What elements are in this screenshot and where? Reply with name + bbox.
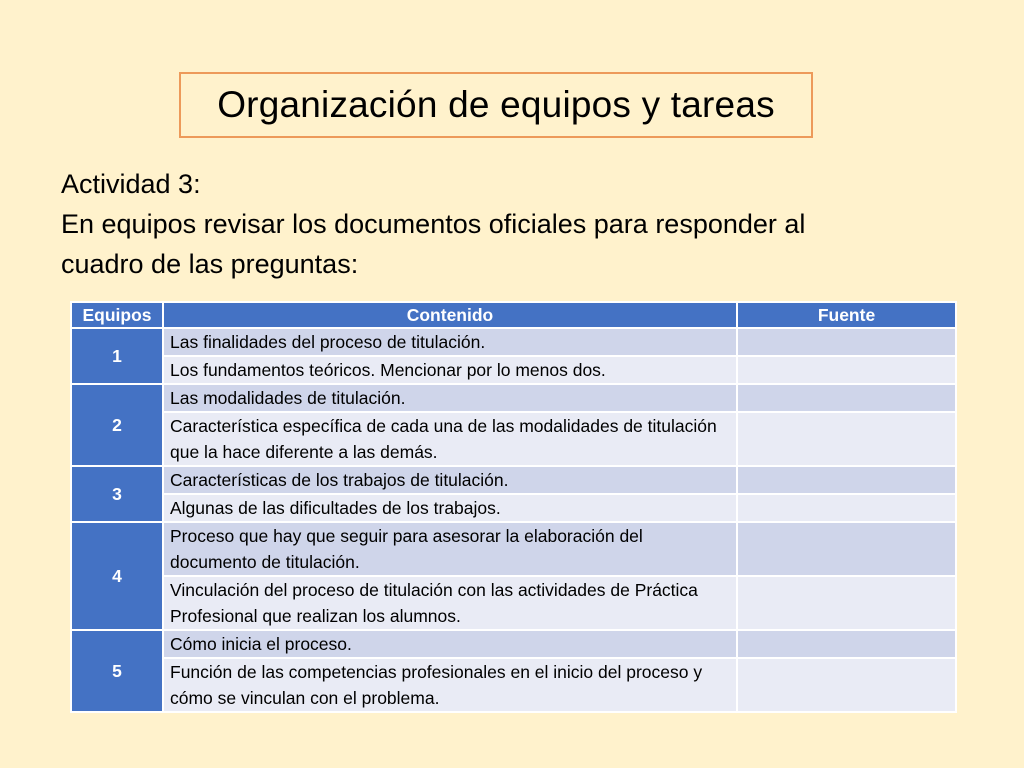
content-cell: Los fundamentos teóricos. Mencionar por lo menos dos.	[163, 356, 737, 384]
slide-title: Organización de equipos y tareas	[179, 72, 813, 138]
team-number-cell: 4	[71, 522, 163, 630]
source-cell[interactable]	[737, 412, 956, 466]
source-cell[interactable]	[737, 466, 956, 494]
table-header-row	[71, 302, 956, 328]
content-cell: Característica específica de cada una de las modalidades de titulación que la hace diferente a las demás.	[163, 412, 737, 466]
table-row	[71, 630, 956, 658]
source-cell[interactable]	[737, 356, 956, 384]
table-row	[71, 466, 956, 494]
teams-table	[70, 301, 957, 713]
source-cell[interactable]	[737, 384, 956, 412]
source-cell[interactable]	[737, 576, 956, 630]
table-row	[71, 576, 956, 630]
source-cell[interactable]	[737, 522, 956, 576]
source-cell[interactable]	[737, 630, 956, 658]
header-source: Fuente	[737, 302, 956, 328]
team-number-cell: 1	[71, 328, 163, 384]
content-cell: Función de las competencias profesionales en el inicio del proceso y cómo se vinculan con el problema.	[163, 658, 737, 712]
content-cell: Las modalidades de titulación.	[163, 384, 737, 412]
instruction-line-1: En equipos revisar los documentos oficiales para responder al	[61, 209, 806, 239]
header-content: Contenido	[163, 302, 737, 328]
source-cell[interactable]	[737, 328, 956, 356]
content-cell: Algunas de las dificultades de los trabajos.	[163, 494, 737, 522]
activity-label: Actividad 3:	[61, 169, 201, 199]
team-number-cell: 2	[71, 384, 163, 466]
content-cell: Proceso que hay que seguir para asesorar la elaboración del documento de titulación.	[163, 522, 737, 576]
source-cell[interactable]	[737, 658, 956, 712]
content-cell: Características de los trabajos de titulación.	[163, 466, 737, 494]
team-number-cell: 5	[71, 630, 163, 712]
table-row	[71, 328, 956, 356]
activity-instructions	[61, 164, 961, 284]
header-teams: Equipos	[71, 302, 163, 328]
table-row	[71, 494, 956, 522]
content-cell: Las finalidades del proceso de titulación.	[163, 328, 737, 356]
source-cell[interactable]	[737, 494, 956, 522]
table-row	[71, 522, 956, 576]
table-row	[71, 384, 956, 412]
table-body	[71, 328, 956, 712]
table-row	[71, 356, 956, 384]
team-number-cell: 3	[71, 466, 163, 522]
content-cell: Vinculación del proceso de titulación con las actividades de Práctica Profesional que realizan los alumnos.	[163, 576, 737, 630]
content-cell: Cómo inicia el proceso.	[163, 630, 737, 658]
table-row	[71, 658, 956, 712]
instruction-line-2: cuadro de las preguntas:	[61, 249, 359, 279]
table-row	[71, 412, 956, 466]
